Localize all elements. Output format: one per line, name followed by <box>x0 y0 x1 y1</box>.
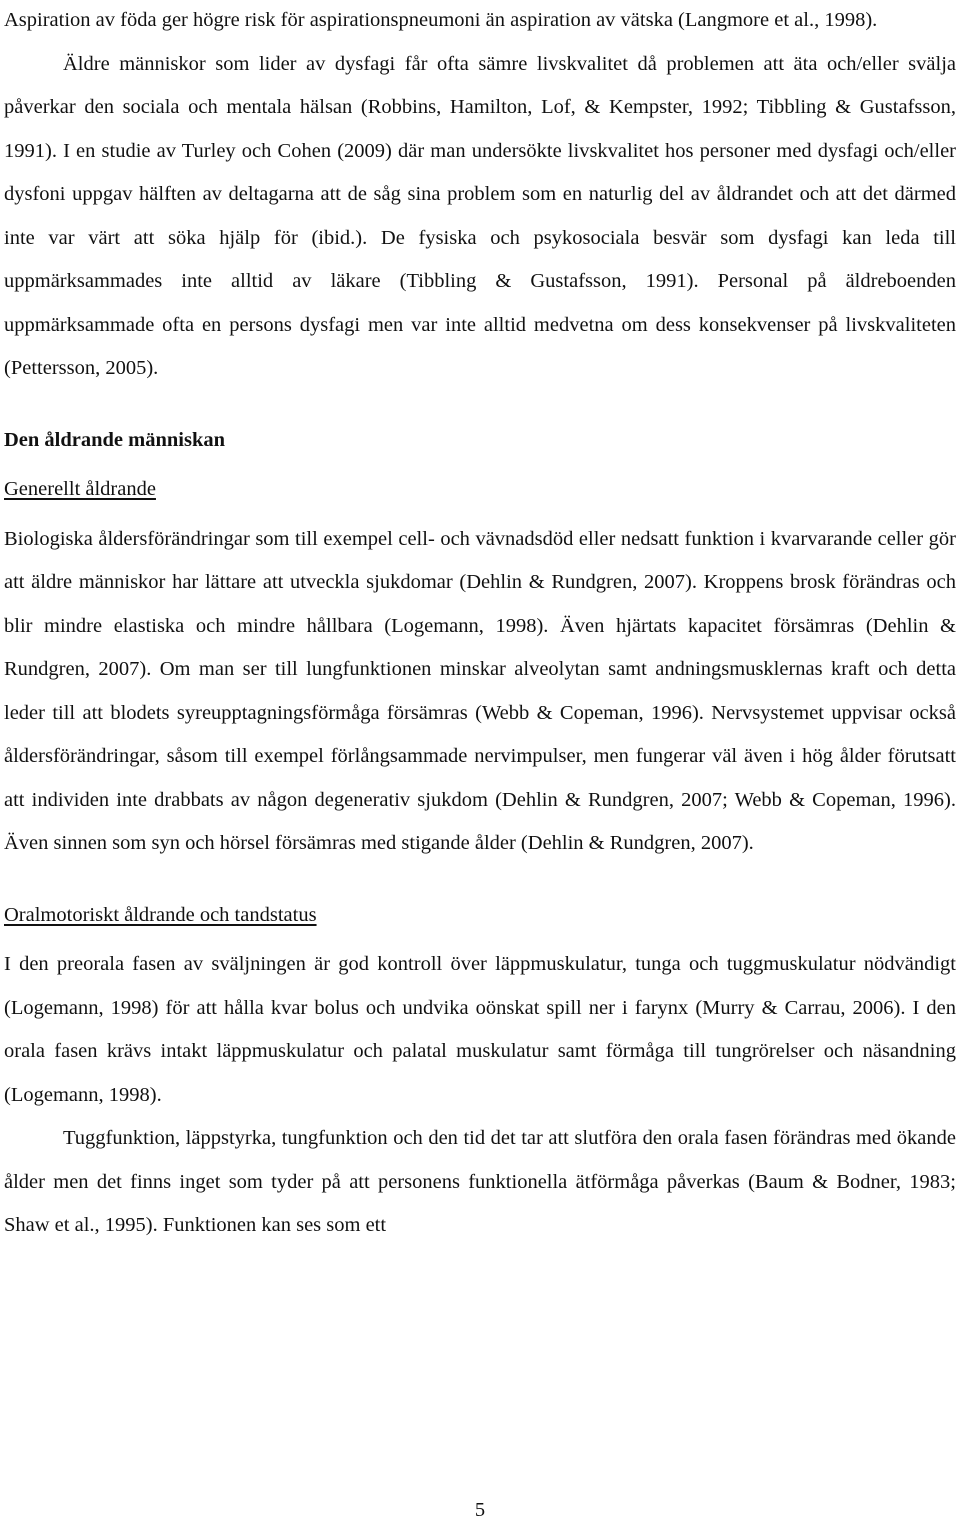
paragraph-general-aging: Biologiska åldersförändringar som till exempel cell- och vävnadsdöd eller nedsatt funktion i kvarvarande celler gör att äldre människor har lättare att utveckla sjukdomar (Dehlin & Rundgren, 2007). Kroppens brosk förändras och blir mindre elastiska och mindre hållbara (Logemann, 1998). Även hjärtats kapacitet försämras (Dehlin & Rundgren, 2007). Om man ser till lungfunktionen minskar alveolytan samt andningsmusklernas kraft och detta leder till att blodets syreupptagningsförmåga försämras (Webb & Copeman, 1996). Nervsystemet uppvisar också åldersförändringar, såsom till exempel förlångsammade nervimpulser, men fungerar väl även i hög ålder förutsatt att individen inte drabbats av någon degenerativ sjukdom (Dehlin & Rundgren, 2007; Webb & Copeman, 1996). Även sinnen som syn och hörsel försämras med stigande ålder (Dehlin & Rundgren, 2007). <box>4 527 956 854</box>
section-heading: Den åldrande människan <box>4 428 226 451</box>
paragraph-oral-motor-2: Tuggfunktion, läppstyrka, tungfunktion och den tid det tar att slutföra den orala fasen förändras med ökande ålder men det finns inget som tyder på att personens funktionella ätförmåga påverkas (Baum & Bodner, 1983; Shaw et al., 1995). Funktionen kan ses som ett <box>4 1127 956 1236</box>
paragraph-quality-of-life: Äldre människor som lider av dysfagi får ofta sämre livskvalitet då problemen att äta och/eller svälja påverkar den sociala och mentala hälsan (Robbins, Hamilton, Lof, & Kempster, 1992; Tibbling & Gustafsson, 1991). I en studie av Turley och Cohen (2009) där man undersökte livskvalitet hos personer med dysfagi och/eller dysfoni uppgav hälften av deltagarna att de såg sina problem som en naturlig del av åldrandet och att det därmed inte var värt att söka hjälp för (ibid.). De fysiska och psykosociala besvär som dysfagi kan leda till uppmärksammades inte alltid av läkare (Tibbling & Gustafsson, 1991). Personal på äldreboenden uppmärksammade ofta en persons dysfagi men var inte alltid medvetna om dess konsekvenser på livskvaliteten (Pettersson, 2005). <box>4 52 956 379</box>
subheading-general-aging: Generellt åldrande <box>4 478 156 500</box>
paragraph-intro-continuation: Aspiration av föda ger högre risk för aspirationspneumoni än aspiration av vätska (Langmore et al., 1998). <box>4 9 878 31</box>
subheading-oral-motor-aging: Oralmotoriskt åldrande och tandstatus <box>4 903 317 926</box>
document-page <box>4 0 956 1248</box>
page-number: 5 <box>474 1499 486 1521</box>
paragraph-oral-motor-1: I den preorala fasen av sväljningen är god kontroll över läppmuskulatur, tunga och tuggmuskulatur nödvändigt (Logemann, 1998) för att hålla kvar bolus och undvika oönskat spill ner i farynx (Murry & Carrau, 2006). I den orala fasen krävs intakt läppmuskulatur och palatal muskulatur samt förmåga till tungrörelser och näsandning (Logemann, 1998). <box>4 953 956 1106</box>
